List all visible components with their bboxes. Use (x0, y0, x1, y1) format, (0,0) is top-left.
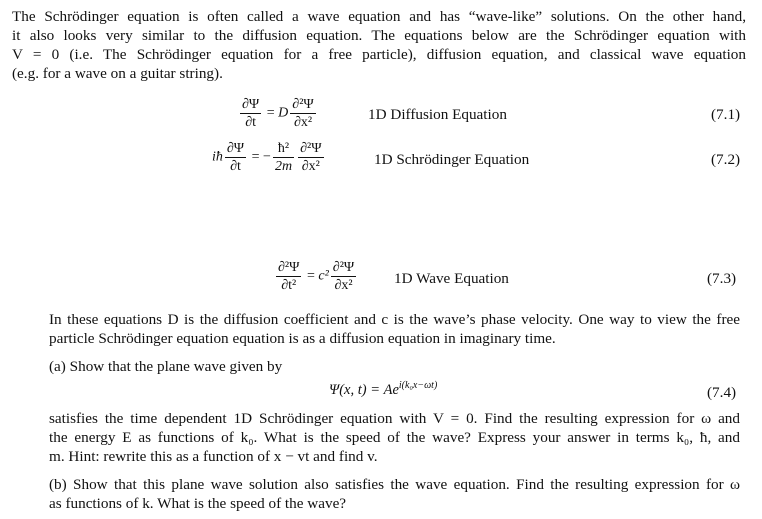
schrodinger-equation (212, 141, 326, 174)
part-a-line: the energy E as functions of k₀. What is the speed of the wave? Express your answer in terms k₀, ħ, and (49, 429, 740, 446)
part-b-line: as functions of k. What is the speed of the wave? (49, 495, 347, 512)
fraction-hbar2-2m (273, 141, 294, 174)
equation-number: (7.4) (707, 384, 737, 401)
plane-wave-exponent: i(k₀x−ωt) (398, 380, 438, 391)
fraction-d2psi-dt2 (276, 260, 301, 293)
part-a-line: m. Hint: rewrite this as a function of x − vt and find v. (49, 448, 378, 465)
numerator: ħ² (273, 141, 294, 158)
plane-wave-equation (329, 380, 437, 399)
phase-velocity-squared: c² (318, 268, 329, 284)
intro-line: (e.g. for a wave on a guitar string). (12, 65, 223, 82)
equals-sign: = (251, 149, 260, 165)
diffusion-equation (238, 97, 318, 130)
numerator: ∂²Ψ (300, 141, 322, 156)
part-a-body (49, 409, 740, 466)
denominator: ∂t (230, 159, 241, 174)
denominator: ∂t (245, 115, 257, 130)
fraction-dpsi-dt (240, 97, 261, 130)
denominator: ∂x² (301, 159, 320, 174)
fraction-d2psi-dx2 (298, 141, 323, 174)
equals-sign: = (266, 105, 275, 121)
diffusion-coefficient: D (278, 105, 289, 121)
numerator: ∂Ψ (242, 97, 260, 112)
equals-sign: = (306, 268, 315, 284)
intro-paragraph (12, 7, 746, 83)
plane-wave-lhs: Ψ(x, t) = Ae (329, 381, 399, 398)
explanation-line: In these equations D is the diffusion coefficient and c is the wave’s phase velocity. One way to view the free (49, 311, 740, 328)
denominator: ∂x² (293, 115, 313, 130)
part-b-line: (b) Show that this plane wave solution also satisfies the wave equation. Find the resulting expression for ω (49, 476, 740, 493)
intro-line: The Schrödinger equation is often called a wave equation and has “wave-like” solutions. On the other hand, (12, 8, 746, 25)
denominator: ∂t² (281, 278, 297, 293)
explanation-paragraph (49, 310, 740, 348)
intro-line: V = 0 (i.e. The Schrödinger equation for a free particle), diffusion equation, and classical wave equation (12, 46, 746, 63)
wave-equation (274, 260, 358, 293)
equation-name: 1D Wave Equation (394, 270, 509, 287)
equation-number: (7.2) (711, 151, 741, 168)
part-a-intro-line: (a) Show that the plane wave given by (49, 358, 283, 375)
numerator: ∂²Ψ (292, 97, 314, 112)
denominator: ∂x² (334, 278, 353, 293)
numerator: ∂²Ψ (332, 260, 355, 275)
part-b-body (49, 475, 740, 513)
part-a-line: satisfies the time dependent 1D Schrödinger equation with V = 0. Find the resulting expression for ω and (49, 410, 740, 427)
numerator: ∂Ψ (226, 141, 245, 156)
equation-number: (7.3) (707, 270, 737, 287)
numerator: ∂²Ψ (278, 260, 300, 275)
minus-sign: − (263, 149, 271, 165)
i-hbar: iħ (212, 149, 223, 165)
intro-line: it also looks very similar to the diffusion equation. The equations below are the Schrödinger equation with (12, 27, 746, 44)
fraction-d2psi-dx2 (331, 260, 356, 293)
equation-name: 1D Diffusion Equation (368, 106, 507, 123)
fraction-d2psi-dx2 (290, 97, 315, 130)
explanation-line: particle Schrödinger equation equation is as a diffusion equation in imaginary time. (49, 330, 556, 347)
denominator: 2m (274, 159, 293, 174)
fraction-dpsi-dt (225, 141, 246, 174)
equation-name: 1D Schrödinger Equation (374, 151, 530, 168)
equation-number: (7.1) (711, 106, 741, 123)
part-a-intro (49, 357, 740, 376)
